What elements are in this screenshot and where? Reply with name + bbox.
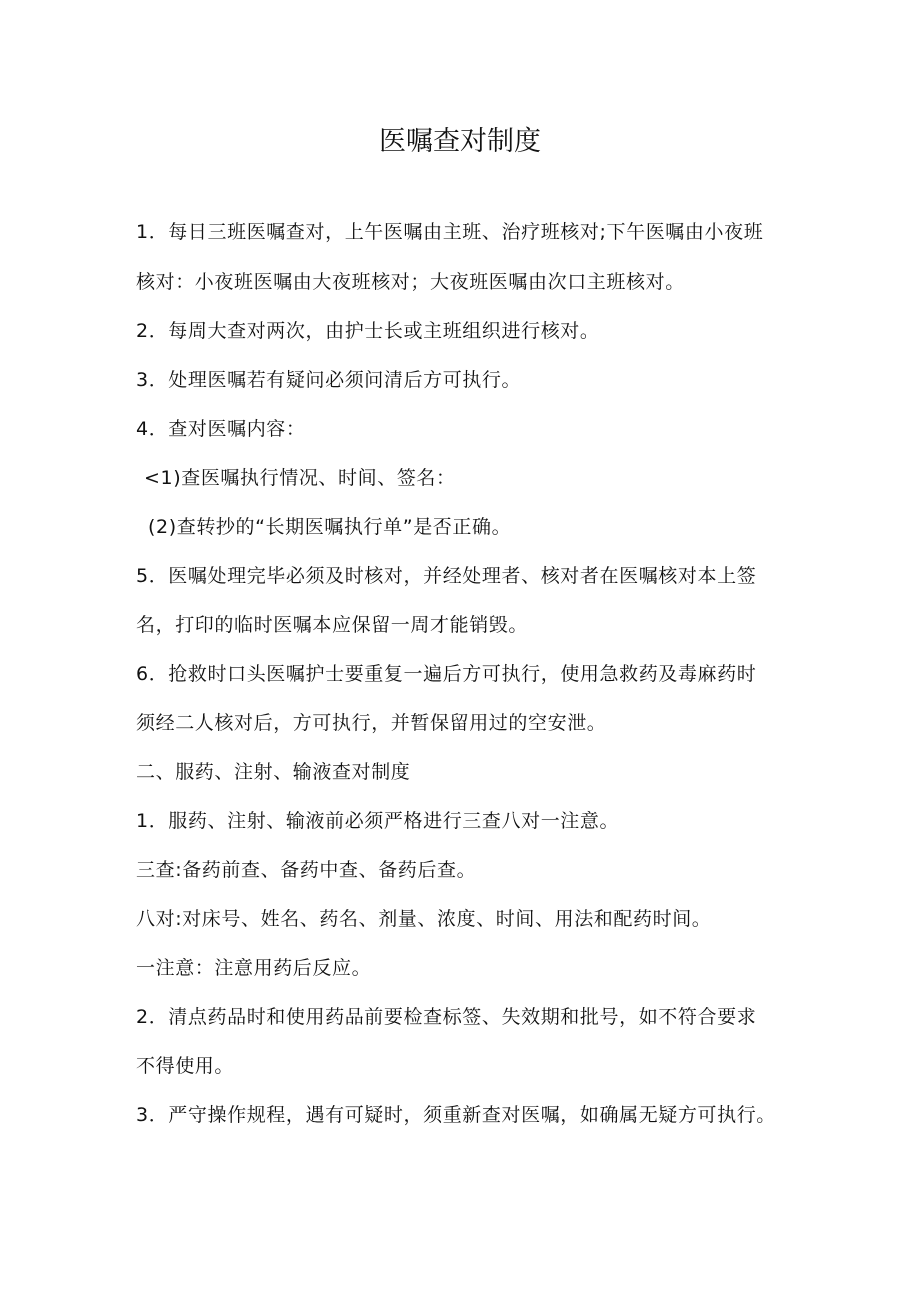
three-checks: 三查:备药前查、备药中查、备药后查。 [136, 859, 477, 881]
section-2-heading: 二、服药、注射、输液查对制度 [136, 761, 411, 783]
rule-5-line-2: 名，打印的临时医嘱本应保留一周才能销毁。 [136, 614, 529, 636]
section-2-rule-2-line-1: 2．清点药品时和使用药品前要检查标签、失效期和批号，如不符合要求 [136, 1006, 757, 1028]
section-2-rule-2-line-2: 不得使用。 [136, 1055, 235, 1077]
rule-1-line-2: 核对：小夜班医嘱由大夜班核对；大夜班医嘱由次口主班核对。 [136, 271, 685, 293]
rule-3: 3．处理医嘱若有疑问必须问清后方可执行。 [136, 369, 522, 391]
document-title: 医嘱查对制度 [379, 126, 541, 157]
section-2-rule-3: 3．严守操作规程，遇有可疑时，须重新查对医嘱，如确属无疑方可执行。 [136, 1104, 776, 1126]
rule-4-sub-2: (2)查转抄的“长期医嘱执行单”是否正确。 [148, 516, 512, 538]
one-attention: 一注意：注意用药后反应。 [136, 957, 372, 979]
rule-1-line-1: 1．每日三班医嘱查对，上午医嘱由主班、治疗班核对;下午医嘱由小夜班 [136, 221, 764, 243]
rule-2: 2．每周大查对两次，由护士长或主班组织进行核对。 [136, 320, 600, 342]
section-2-rule-1: 1．服药、注射、输液前必须严格进行三查八对一注意。 [136, 810, 620, 832]
rule-5-line-1: 5．医嘱处理完毕必须及时核对，并经处理者、核对者在医嘱核对本上签 [136, 565, 757, 587]
rule-6-line-2: 须经二人核对后，方可执行，并暂保留用过的空安泄。 [136, 712, 607, 734]
eight-checks: 八对:对床号、姓名、药名、剂量、浓度、时间、用法和配药时间。 [136, 908, 712, 930]
rule-4-sub-1: <1)查医嘱执行情况、时间、签名： [144, 467, 456, 489]
rule-6-line-1: 6．抢救时口头医嘱护士要重复一遍后方可执行，使用急救药及毒麻药时 [136, 663, 757, 685]
rule-4: 4．查对医嘱内容： [136, 418, 306, 440]
